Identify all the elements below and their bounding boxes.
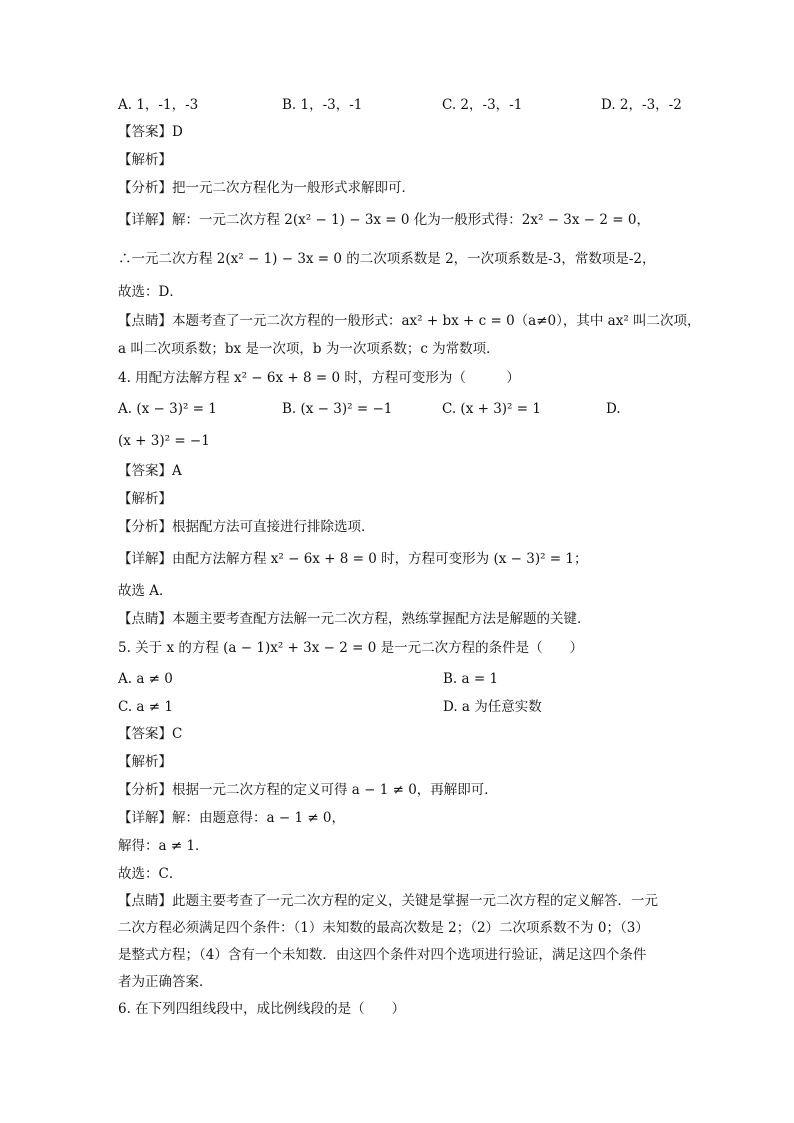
q3-choose: 故选：D． — [118, 284, 183, 300]
q5-dianjing-4: 者为正确答案． — [118, 974, 213, 990]
q3-dianjing-1: 【点睛】本题考查了一元二次方程的一般形式：ax² + bx + c = 0（a≠0），其中 ax² 叫二次项， — [118, 313, 701, 329]
q5-xiangjie: 【详解】解：由题意得：a − 1 ≠ 0， — [118, 810, 346, 826]
q5-option-b: B. a = 1 — [443, 671, 499, 687]
q5-dianjing-1: 【点睛】此题主要考查了一元二次方程的定义，关键是掌握一元二次方程的定义解答．一元 — [118, 893, 658, 909]
q3-xiangjie-2: ∴一元二次方程 2(x² − 1) − 3x = 0 的二次项系数是 2，一次项系数是-3，常数项是-2， — [118, 251, 656, 267]
q6-stem: 6. 在下列四组线段中，成比例线段的是（ ） — [118, 1001, 406, 1017]
q4-option-d: D. — [606, 401, 621, 417]
q5-choose: 故选：C． — [118, 866, 183, 882]
q4-option-c: C. (x + 3)² = 1 — [442, 401, 541, 417]
q4-stem: 4. 用配方法解方程 x² − 6x + 8 = 0 时，方程可变形为（ ） — [118, 370, 520, 386]
q3-option-d: D. 2，-3，-2 — [601, 97, 682, 113]
q5-dianjing-2: 二次方程必须满足四个条件：（1）未知数的最高次数是 2；（2）二次项系数不为 0；（3） — [118, 920, 649, 936]
q4-dianjing: 【点睛】本题主要考查配方法解一元二次方程，熟练掌握配方法是解题的关键． — [118, 611, 591, 627]
q3-option-c: C. 2，-3，-1 — [442, 97, 523, 113]
q5-solve: 解得：a ≠ 1． — [118, 838, 209, 854]
q3-option-b: B. 1，-3，-1 — [282, 97, 363, 113]
q5-stem: 5. 关于 x 的方程 (a − 1)x² + 3x − 2 = 0 是一元二次方程的条件是（ ） — [118, 640, 584, 656]
q4-xiangjie: 【详解】由配方法解方程 x² − 6x + 8 = 0 时，方程可变形为 (x − 3)² = 1； — [118, 551, 588, 567]
q4-option-d-cont: (x + 3)² = −1 — [118, 433, 210, 449]
q5-fenxi: 【分析】根据一元二次方程的定义可得 a − 1 ≠ 0，再解即可． — [118, 782, 498, 798]
q5-dianjing-3: 是整式方程；（4）含有一个未知数．由这四个条件对四个选项进行验证，满足这四个条件 — [118, 947, 647, 963]
q3-analysis-label: 【解析】 — [118, 152, 172, 168]
q5-option-c: C. a ≠ 1 — [118, 699, 173, 715]
q3-fenxi: 【分析】把一元二次方程化为一般形式求解即可． — [118, 180, 415, 196]
q3-xiangjie-1: 【详解】解：一元二次方程 2(x² − 1) − 3x = 0 化为一般形式得：2x² − 3x − 2 = 0， — [118, 212, 650, 228]
q4-option-b: B. (x − 3)² = −1 — [282, 401, 393, 417]
q4-choose: 故选 A． — [118, 583, 173, 599]
q4-option-a: A. (x − 3)² = 1 — [118, 401, 217, 417]
q4-fenxi: 【分析】根据配方法可直接进行排除选项． — [118, 519, 375, 535]
q5-answer: 【答案】C — [118, 726, 183, 742]
q5-option-d: D. a 为任意实数 — [443, 699, 542, 715]
q5-option-a: A. a ≠ 0 — [118, 671, 173, 687]
q5-analysis-label: 【解析】 — [118, 754, 172, 770]
q3-option-a: A. 1，-1，-3 — [118, 97, 199, 113]
q4-analysis-label: 【解析】 — [118, 491, 172, 507]
q3-answer: 【答案】D — [118, 124, 183, 140]
q3-dianjing-2: a 叫二次项系数；bx 是一次项，b 为一次项系数；c 为常数项． — [118, 341, 500, 357]
q4-answer: 【答案】A — [118, 463, 182, 479]
